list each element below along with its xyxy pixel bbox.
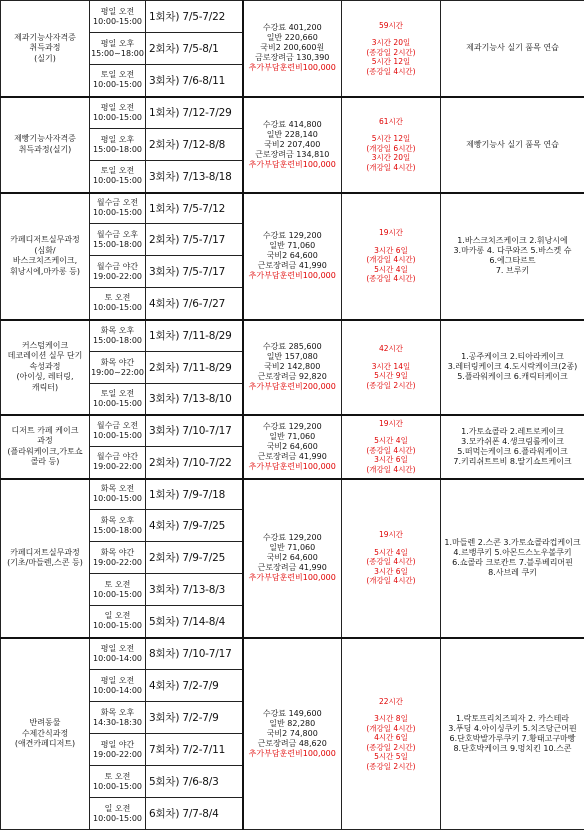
course-items [441,479,584,638]
extra-fee-line: 추가부담훈련비200,000 [244,382,342,392]
item-line: 8.단호박케이크 9.멍치킨 10.스콘 [443,744,582,754]
schedule-row [1,97,584,129]
session-dates: 1회차) 7/9-7/18 [146,479,243,510]
session-dates: 2회차) 7/5-8/1 [146,33,243,65]
fee-line: 금로장려금 130,390 [244,53,342,63]
session-dates: 5회차) 7/14-8/4 [146,606,243,638]
fee-line: 수강료 285,600 [244,342,342,352]
fee-line: 수강료 414,800 [244,120,342,130]
class-time: 월수금 오전 10:00-15:00 [90,415,146,447]
fee-line: 수강료 129,200 [244,231,342,241]
hours-detail: 5시간 12일 (개강일 6시간) [342,134,440,153]
item-line: 3.푸딩 4.아이싱쿠키 5.치즈당근머핀 [443,724,582,734]
schedule-row [1,320,584,352]
session-dates: 3회차) 7/13-8/10 [146,384,243,415]
course-name: 디저트 카페 케이크 과정 (플라워케이크,가토쇼 콜라 등) [1,415,90,479]
item-line: 3.모카쉬폰 4.생크림롤케이크 [443,437,582,447]
item-line: 4.르뱅쿠키 5.아몬드스노우볼쿠키 [443,548,582,558]
course-hours [342,415,441,479]
course-name: 제빵기능사자격증 취득과정(실기) [1,97,90,193]
fee-line: 국비2 200,600원 [244,43,342,53]
session-dates: 3회차) 7/6-8/11 [146,65,243,97]
tuition-fees [243,638,342,830]
fee-line: 일반 220,660 [244,33,342,43]
total-hours: 59시간 [342,21,440,31]
item-line: 3.마카롱 4. 다쿠와즈 5.바스켓 슈 [443,246,582,256]
session-dates: 1회차) 7/5-7/22 [146,1,243,33]
class-time: 평일 오전 10:00-14:00 [90,670,146,702]
fee-line: 근로장려금 41,990 [244,563,342,573]
class-time: 월수금 오후 15:00-18:00 [90,224,146,256]
fee-line: 근로장려금 41,990 [244,452,342,462]
fee-line: 수강료 401,200 [244,23,342,33]
fee-line: 국비2 74,800 [244,729,342,739]
hours-detail: 3시간 14일 [342,362,440,372]
total-hours: 61시간 [342,117,440,127]
course-hours [342,1,441,97]
course-name: 반려동물 수제간식과정 (애견카페디저트) [1,638,90,830]
session-dates: 8회차) 7/10-7/17 [146,638,243,670]
schedule-row [1,479,584,510]
item-line: 3.레터링케이크 4.도시락케이크(2종) [443,362,582,372]
class-time: 평일 오전 10:00-15:00 [90,97,146,129]
hours-detail: 5시간 9일 (종강일 2시간) [342,371,440,390]
session-dates: 3회차) 7/10-7/17 [146,415,243,447]
hours-detail: 5시간 4일 (종강일 4시간) [342,436,440,455]
class-time: 일 오전 10:00-15:00 [90,606,146,638]
session-dates: 2회차) 7/9-7/25 [146,542,243,574]
class-time: 월수금 야간 19:00-22:00 [90,447,146,479]
course-items [441,415,584,479]
session-dates: 2회차) 7/10-7/22 [146,447,243,479]
item-line: 제빵기능사 실기 품목 연습 [443,140,582,150]
total-hours: 19시간 [342,530,440,540]
hours-detail: 5시간 4일 (종강일 4시간) [342,265,440,284]
item-line: 1.락토프리치즈피자 2. 카스테라 [443,714,582,724]
hours-detail: 3시간 20일 (종강일 2시간) [342,38,440,57]
session-dates: 6회차) 7/7-8/4 [146,798,243,830]
session-dates: 1회차) 7/12-7/29 [146,97,243,129]
fee-line: 일반 82,280 [244,719,342,729]
schedule-row [1,1,584,33]
course-items [441,638,584,830]
item-line: 6.쇼콜라 크로칸트 7.블루베리머핀 [443,558,582,568]
course-name: 카페디저트실무과정 (기초/마들렌,스콘 등) [1,479,90,638]
hours-detail: 5시간 12일 (종강일 4시간) [342,57,440,76]
fee-line: 일반 228,140 [244,130,342,140]
fee-line: 근로장려금 92,820 [244,372,342,382]
item-line: 7.키리쉬트트비 8.딸기쇼트케이크 [443,457,582,467]
item-line: 1.가토쇼콜라 2.레트로케이크 [443,427,582,437]
fee-line: 일반 71,060 [244,432,342,442]
schedule-body [1,1,584,830]
total-hours: 22시간 [342,697,440,707]
course-items [441,320,584,415]
session-dates: 3회차) 7/2-7/9 [146,702,243,734]
class-time: 화목 오후 15:00-18:00 [90,320,146,352]
session-dates: 3회차) 7/5-7/17 [146,256,243,288]
class-time: 화목 오후 15:00-18:00 [90,510,146,542]
hours-detail: 3시간 6일 (개강일 4시간) [342,455,440,474]
fee-line: 일반 71,060 [244,241,342,251]
session-dates: 3회차) 7/13-8/3 [146,574,243,606]
schedule-row [1,415,584,447]
item-line: 5.떠먹는케이크 6.플라워케이크 [443,447,582,457]
extra-fee-line: 추가부담훈련비100,000 [244,63,342,73]
session-dates: 2회차) 7/11-8/29 [146,352,243,384]
class-time: 월수금 야간 19:00-22:00 [90,256,146,288]
item-line: 7. 브루키 [443,266,582,276]
extra-fee-line: 추가부담훈련비100,000 [244,271,342,281]
fee-line: 근로장려금 134,810 [244,150,342,160]
item-line: 6.단호박발가루쿠키 7.황태고구마빵 [443,734,582,744]
class-time: 토 오전 10:00-15:00 [90,574,146,606]
course-items [441,1,584,97]
class-time: 토 오전 10:00-15:00 [90,288,146,320]
fee-line: 수강료 129,200 [244,422,342,432]
class-time: 토일 오전 10:00-15:00 [90,161,146,193]
extra-fee-line: 추가부담훈련비100,000 [244,573,342,583]
course-hours [342,193,441,320]
fee-line: 국비2 142,800 [244,362,342,372]
tuition-fees [243,193,342,320]
item-line: 제과기능사 실기 품목 연습 [443,43,582,53]
item-line: 8.사브레 쿠키 [443,568,582,578]
course-hours [342,97,441,193]
course-name: 커스텀케이크 데코레이션 실무 단기 속성과정 (아이싱, 레터링, 캐릭터) [1,320,90,415]
class-time: 토일 오전 10:00-15:00 [90,65,146,97]
class-time: 평일 오전 10:00-14:00 [90,638,146,670]
tuition-fees [243,97,342,193]
extra-fee-line: 추가부담훈련비100,000 [244,160,342,170]
item-line: 6.에그타르트 [443,256,582,266]
hours-detail: 3시간 6일 (개강일 4시간) [342,567,440,586]
fee-line: 근로장려금 48,620 [244,739,342,749]
item-line: 1.공주케이크 2.티아라케이크 [443,352,582,362]
fee-line: 수강료 149,600 [244,709,342,719]
course-name: 카페디저트실무과정 (심화/ 바스크치즈케이크, 휘낭시에,마카롱 등) [1,193,90,320]
session-dates: 5회차) 7/6-8/3 [146,766,243,798]
hours-detail: 5시간 4일 (종강일 4시간) [342,548,440,567]
class-time: 일 오전 10:00-15:00 [90,798,146,830]
course-name: 제과기능사자격증 취득과정 (실기) [1,1,90,97]
total-hours: 42시간 [342,344,440,354]
session-dates: 3회차) 7/13-8/18 [146,161,243,193]
tuition-fees [243,479,342,638]
item-line: 5.플라워케이크 6.캐릭터케이크 [443,372,582,382]
fee-line: 근로장려금 41,990 [244,261,342,271]
fee-line: 일반 71,060 [244,543,342,553]
schedule-row [1,638,584,670]
class-time: 토 오전 10:00-15:00 [90,766,146,798]
schedule-row [1,193,584,224]
tuition-fees [243,1,342,97]
course-items [441,97,584,193]
total-hours: 19시간 [342,419,440,429]
class-time: 평일 오전 10:00-15:00 [90,1,146,33]
course-hours [342,479,441,638]
class-time: 화목 야간 19:00-22:00 [90,542,146,574]
hours-detail: 3시간 20일 (개강일 4시간) [342,153,440,172]
session-dates: 2회차) 7/12-8/8 [146,129,243,161]
item-line: 1.마들렌 2.스콘 3.가토쇼콜라컵케이크 [443,538,582,548]
hours-detail: 5시간 5일 (종강일 2시간) [342,752,440,771]
extra-fee-line: 추가부담훈련비100,000 [244,462,342,472]
fee-line: 국비2 207,400 [244,140,342,150]
session-dates: 4회차) 7/6-7/27 [146,288,243,320]
course-items [441,193,584,320]
fee-line: 일반 157,080 [244,352,342,362]
class-time: 화목 오후 14:30-18:30 [90,702,146,734]
session-dates: 2회차) 7/5-7/17 [146,224,243,256]
class-time: 토일 오전 10:00-15:00 [90,384,146,415]
hours-detail: 3시간 8일 (개강일 4시간) [342,714,440,733]
tuition-fees [243,415,342,479]
class-time: 평일 오후 15:00-18:00 [90,129,146,161]
item-line: 1.바스크치즈케이크 2.휘낭시에 [443,236,582,246]
class-time: 평일 오후 15:00~18:00 [90,33,146,65]
fee-line: 국비2 64,600 [244,251,342,261]
hours-detail: 3시간 6일 (개강일 4시간) [342,246,440,265]
fee-line: 국비2 64,600 [244,442,342,452]
course-hours [342,638,441,830]
class-time: 화목 오전 10:00-15:00 [90,479,146,510]
session-dates: 4회차) 7/9-7/25 [146,510,243,542]
course-hours [342,320,441,415]
hours-detail: 4시간 6일 (종강일 2시간) [342,733,440,752]
session-dates: 1회차) 7/5-7/12 [146,193,243,224]
session-dates: 7회차) 7/2-7/11 [146,734,243,766]
tuition-fees [243,320,342,415]
class-time: 월수금 오전 10:00-15:00 [90,193,146,224]
class-time: 평일 야간 19:00-22:00 [90,734,146,766]
session-dates: 1회차) 7/11-8/29 [146,320,243,352]
extra-fee-line: 추가부담훈련비100,000 [244,749,342,759]
fee-line: 수강료 129,200 [244,533,342,543]
class-time: 화목 야간 19:00~22:00 [90,352,146,384]
session-dates: 4회차) 7/2-7/9 [146,670,243,702]
fee-line: 국비2 64,600 [244,553,342,563]
total-hours: 19시간 [342,228,440,238]
